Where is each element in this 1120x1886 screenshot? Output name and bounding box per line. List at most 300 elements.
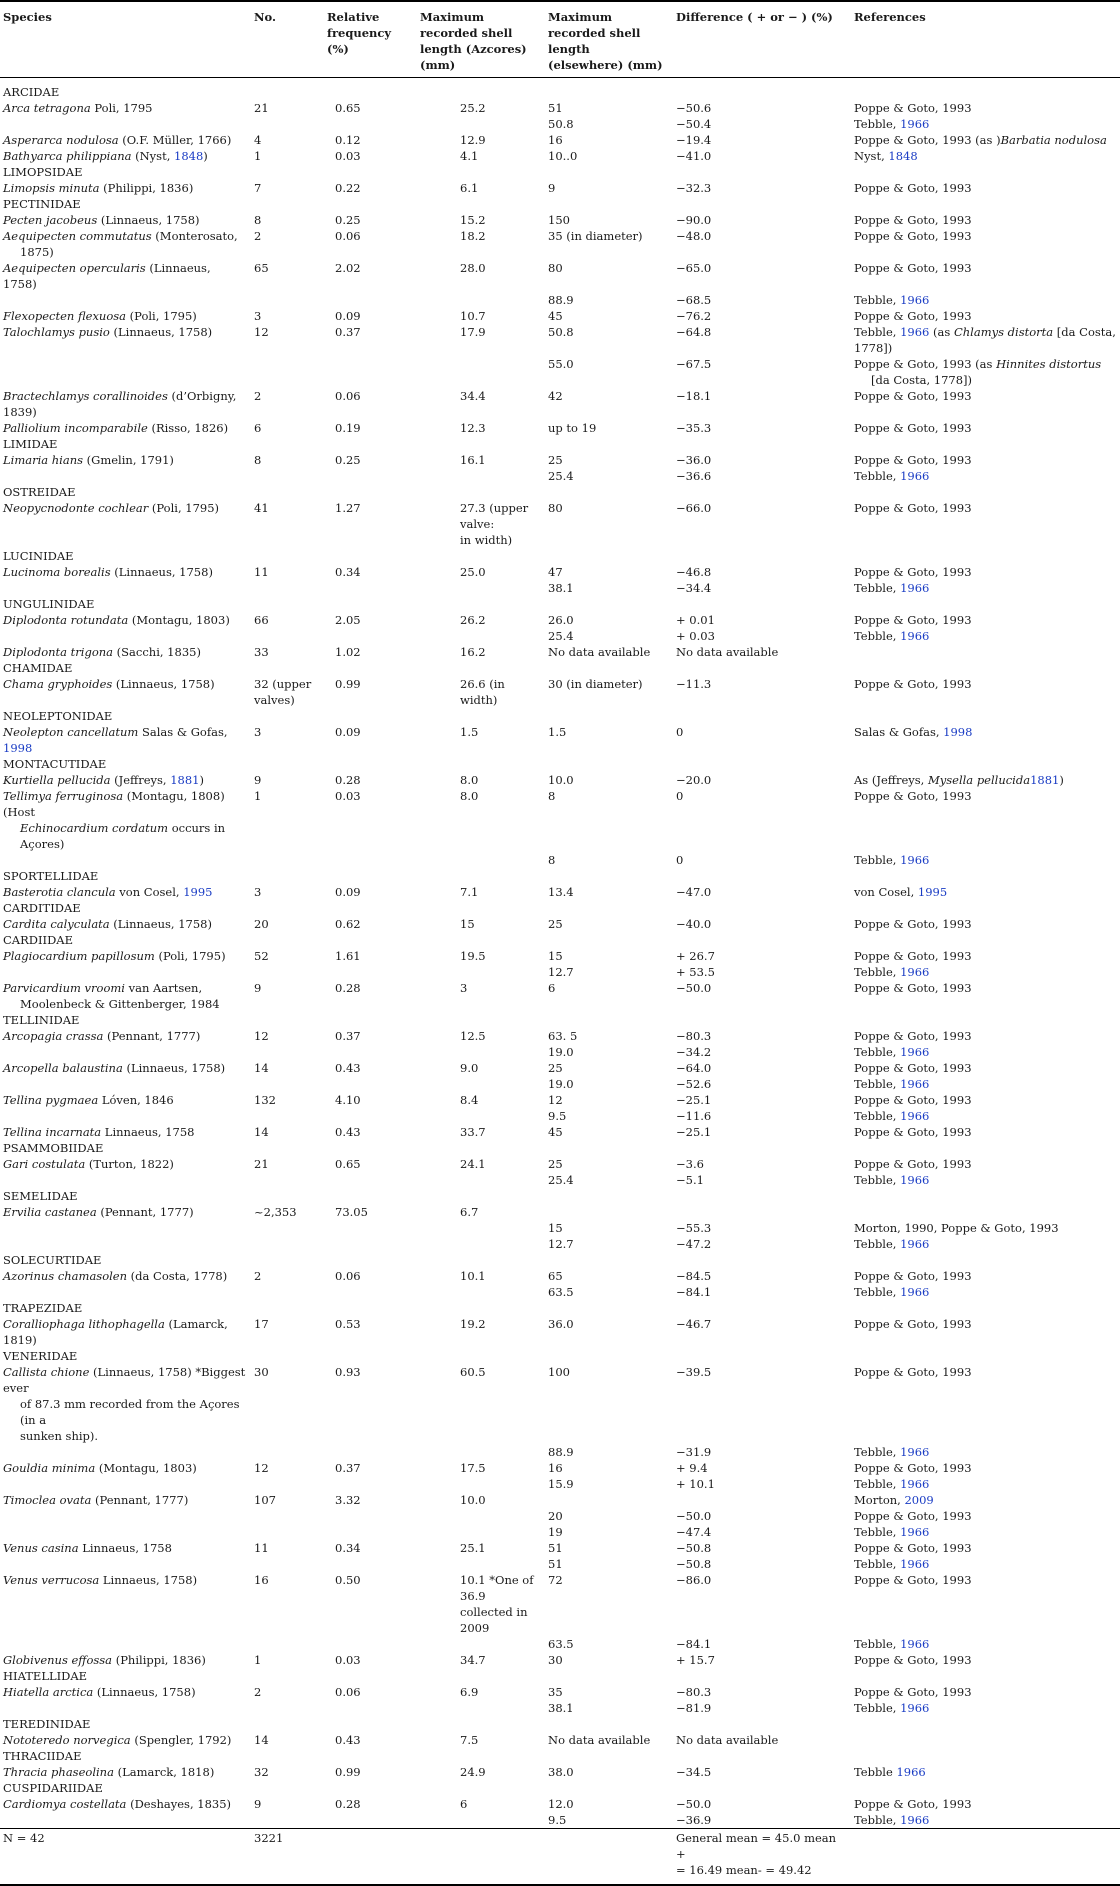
azores-length: 1.5 xyxy=(460,725,479,739)
species-cell xyxy=(0,308,250,324)
reference-text: Poppe & Goto, 1993 xyxy=(854,981,972,995)
species-cell xyxy=(0,324,250,356)
reference-cell xyxy=(850,1204,1120,1220)
reference-cell xyxy=(850,180,1120,196)
reference-text: Poppe & Goto, 1993 xyxy=(854,1157,972,1171)
family-row xyxy=(0,1012,1120,1028)
max-length-elsewhere-cell: 55.0 xyxy=(548,357,574,371)
species-name: Neopycnodonte cochlear xyxy=(3,501,149,515)
species-cell xyxy=(0,100,250,116)
relative-frequency-cell: 0.28 xyxy=(335,981,361,995)
max-length-elsewhere-cell: 63. 5 xyxy=(548,1029,578,1043)
species-authority: (Philippi, 1836) xyxy=(99,181,194,195)
count-cell xyxy=(250,324,323,356)
citation-link[interactable]: 1966 xyxy=(900,1637,930,1651)
difference-cell: + 10.1 xyxy=(676,1477,715,1491)
table-row xyxy=(0,852,1120,868)
count-value: 52 xyxy=(254,949,269,963)
relative-frequency-cell: 0.03 xyxy=(335,1653,361,1667)
count-value: 11 xyxy=(254,1541,269,1555)
species-name: Tellina pygmaea xyxy=(3,1093,99,1107)
max-length-azores-cell xyxy=(416,260,544,292)
species-name: Nototeredo norvegica xyxy=(3,1733,131,1747)
count-value: 107 xyxy=(254,1493,276,1507)
azores-length: 34.4 xyxy=(460,389,486,403)
species-cell xyxy=(0,116,250,132)
species-name: Cardiomya costellata xyxy=(3,1797,127,1811)
citation-link[interactable]: 1848 xyxy=(174,149,204,163)
relative-frequency-cell xyxy=(323,1636,416,1652)
species-authority: (Pennant, 1777) xyxy=(96,1205,194,1219)
family-row xyxy=(0,756,1120,772)
count-cell xyxy=(250,1700,323,1716)
citation-link[interactable]: 1966 xyxy=(900,1525,930,1539)
count-cell xyxy=(250,1220,323,1236)
table-row xyxy=(0,948,1120,964)
species-cell xyxy=(0,1108,250,1124)
relative-frequency-cell: 0.06 xyxy=(335,229,361,243)
difference-cell: −90.0 xyxy=(676,213,712,227)
count-value: 21 xyxy=(254,1157,269,1171)
table-row xyxy=(0,100,1120,116)
azores-length: 12.3 xyxy=(460,421,486,435)
max-length-azores-cell xyxy=(416,308,544,324)
species-authority: (Linnaeus, 1758) *Biggest ever xyxy=(3,1365,246,1395)
max-length-azores-cell xyxy=(416,1060,544,1076)
reference-cell xyxy=(850,1044,1120,1060)
citation-link[interactable]: 1848 xyxy=(888,149,918,163)
reference-cell xyxy=(850,884,1120,900)
species-cell xyxy=(0,1076,250,1092)
azores-length: 8.4 xyxy=(460,1093,479,1107)
max-length-elsewhere-cell: 25.4 xyxy=(548,469,574,483)
table-row xyxy=(0,964,1120,980)
reference-cell xyxy=(850,420,1120,436)
species-name: Venus verrucosa xyxy=(3,1573,100,1587)
difference-cell: −67.5 xyxy=(676,357,712,371)
count-cell xyxy=(250,1236,323,1252)
table-row xyxy=(0,1444,1120,1460)
azores-length: 19.2 xyxy=(460,1317,486,1331)
count-cell xyxy=(250,1732,323,1748)
max-length-azores-cell xyxy=(416,116,544,132)
family-name: LIMIDAE xyxy=(3,437,58,451)
citation-link[interactable]: 1966 xyxy=(900,1813,930,1827)
reference-cell xyxy=(850,1268,1120,1284)
table-row xyxy=(0,1796,1120,1812)
citation-link[interactable]: 1966 xyxy=(900,1109,930,1123)
reference-text: Tebble, xyxy=(854,581,901,595)
family-row xyxy=(0,1668,1120,1684)
species-cell xyxy=(0,644,250,660)
table-row xyxy=(0,1764,1120,1780)
count-value: 2 xyxy=(254,229,262,243)
table-row xyxy=(0,452,1120,468)
max-length-azores-cell xyxy=(416,1492,544,1508)
relative-frequency-cell: 0.25 xyxy=(335,453,361,467)
max-length-elsewhere-cell: 88.9 xyxy=(548,1445,574,1459)
citation-link[interactable]: 1998 xyxy=(943,725,973,739)
family-name: MONTACUTIDAE xyxy=(3,757,107,771)
max-length-elsewhere-cell: 15 xyxy=(548,1221,563,1235)
species-authority: (Montagu, 1803) xyxy=(128,613,230,627)
species-authority: (Pennant, 1777) xyxy=(103,1029,201,1043)
citation-link[interactable]: 1966 xyxy=(900,629,930,643)
citation-link[interactable]: 1966 xyxy=(900,1173,930,1187)
max-length-azores-cell xyxy=(416,1812,544,1829)
species-name: Aequipecten commutatus xyxy=(3,229,152,243)
species-cell xyxy=(0,452,250,468)
relative-frequency-cell xyxy=(323,468,416,484)
species-authority: (Linnaeus, 1758) xyxy=(122,1061,226,1075)
citation-link[interactable]: 1966 xyxy=(900,469,930,483)
citation-link[interactable]: 1998 xyxy=(3,741,33,755)
table-row xyxy=(0,564,1120,580)
citation-link[interactable]: 1966 xyxy=(900,1445,930,1459)
relative-frequency-cell: 0.12 xyxy=(335,133,361,147)
species-cell xyxy=(0,1156,250,1172)
citation-link[interactable]: 1966 xyxy=(900,293,930,307)
azores-length: 8.0 xyxy=(460,789,479,803)
azores-length: 17.9 xyxy=(460,325,486,339)
citation-link[interactable]: 1966 xyxy=(900,1285,930,1299)
reference-text: Tebble, xyxy=(854,1445,901,1459)
table-row xyxy=(0,1092,1120,1108)
citation-link[interactable]: 1966 xyxy=(900,117,930,131)
reference-cell xyxy=(850,1028,1120,1044)
max-length-elsewhere-cell: 25 xyxy=(548,453,563,467)
species-cell xyxy=(0,884,250,900)
species-cell xyxy=(0,1556,250,1572)
relative-frequency-cell: 0.99 xyxy=(335,677,361,691)
max-length-elsewhere-cell: 51 xyxy=(548,1541,563,1555)
max-length-elsewhere-cell: 26.0 xyxy=(548,613,574,627)
citation-link[interactable]: 2009 xyxy=(904,1493,934,1507)
citation-link[interactable]: 1881 xyxy=(170,773,200,787)
relative-frequency-cell xyxy=(323,1044,416,1060)
relative-frequency-cell: 0.37 xyxy=(335,325,361,339)
max-length-azores-cell xyxy=(416,292,544,308)
relative-frequency-cell xyxy=(323,1524,416,1540)
count-cell xyxy=(250,1508,323,1524)
species-cell xyxy=(0,852,250,868)
difference-cell: −11.3 xyxy=(676,677,712,691)
table-row xyxy=(0,132,1120,148)
max-length-elsewhere-cell: 10.0 xyxy=(548,773,574,787)
count-cell xyxy=(250,1444,323,1460)
count-cell xyxy=(250,1044,323,1060)
max-length-elsewhere-cell: 35 xyxy=(548,1685,563,1699)
max-length-elsewhere-cell: 45 xyxy=(548,1125,563,1139)
max-length-azores-cell xyxy=(416,1684,544,1700)
citation-link[interactable]: 1966 xyxy=(900,853,930,867)
difference-cell: −47.0 xyxy=(676,885,712,899)
citation-link[interactable]: 1966 xyxy=(900,325,930,339)
reference-text: Poppe & Goto, 1993 (as xyxy=(854,357,997,371)
max-length-azores-cell xyxy=(416,180,544,196)
reference-cell xyxy=(850,1508,1120,1524)
max-length-azores-cell xyxy=(416,1124,544,1140)
max-length-azores-cell xyxy=(416,564,544,580)
max-length-elsewhere-cell: 72 xyxy=(548,1573,563,1587)
family-name: CARDITIDAE xyxy=(3,901,81,915)
citation-link[interactable]: 1995 xyxy=(183,885,213,899)
azores-length: 12.5 xyxy=(460,1029,486,1043)
species-authority: (Nyst, xyxy=(131,149,175,163)
table-row xyxy=(0,468,1120,484)
species-authority-cont xyxy=(3,244,246,260)
count-value: 21 xyxy=(254,101,269,115)
count-value: 3 xyxy=(254,725,262,739)
table-row xyxy=(0,1524,1120,1540)
count-value: valves) xyxy=(254,693,295,707)
count-cell xyxy=(250,356,323,388)
azores-length: 16.1 xyxy=(460,453,486,467)
relative-frequency-cell: 0.62 xyxy=(335,917,361,931)
relative-frequency-cell xyxy=(323,964,416,980)
species-name: Palliolium incomparabile xyxy=(3,421,148,435)
max-length-azores-cell xyxy=(416,580,544,596)
difference-cell: −34.4 xyxy=(676,581,712,595)
azores-length: 18.2 xyxy=(460,229,486,243)
reference-text: Poppe & Goto, 1993 xyxy=(854,949,972,963)
count-cell xyxy=(250,1268,323,1284)
reference-cell xyxy=(850,260,1120,292)
reference-text: ) xyxy=(996,133,1001,147)
species-name: Hiatella arctica xyxy=(3,1685,94,1699)
reference-cell xyxy=(850,724,1120,756)
reference-text: Poppe & Goto, 1993 xyxy=(854,1317,972,1331)
difference-cell: + 9.4 xyxy=(676,1461,708,1475)
citation-link[interactable]: 1966 xyxy=(900,1701,930,1715)
count-value: 1 xyxy=(254,789,262,803)
max-length-elsewhere-cell: 12.0 xyxy=(548,1797,574,1811)
reference-text-cont: [da Costa, 1778]) xyxy=(871,373,973,387)
reference-text: Tebble, xyxy=(854,1637,901,1651)
max-length-azores-cell xyxy=(416,1476,544,1492)
difference-cell: −25.1 xyxy=(676,1125,712,1139)
reference-text: Poppe & Goto, 1993 (as xyxy=(854,133,997,147)
count-cell xyxy=(250,212,323,228)
family-row xyxy=(0,196,1120,212)
reference-text: Tebble, xyxy=(854,1477,901,1491)
species-authority: (Linnaeus, 1758) xyxy=(93,1685,196,1699)
max-length-elsewhere-cell: 19 xyxy=(548,1525,563,1539)
count-value: 32 (upper xyxy=(254,677,312,691)
difference-cell: −39.5 xyxy=(676,1365,712,1379)
max-length-azores-cell xyxy=(416,212,544,228)
table-row xyxy=(0,1364,1120,1444)
reference-text: Poppe & Goto, 1993 xyxy=(854,181,972,195)
reference-cell xyxy=(850,1732,1120,1748)
reference-cell xyxy=(850,1444,1120,1460)
count-cell xyxy=(250,468,323,484)
count-cell xyxy=(250,980,323,1012)
species-cell xyxy=(0,1684,250,1700)
reference-text: Poppe & Goto, 1993 xyxy=(854,1653,972,1667)
species-name: Parvicardium vroomi xyxy=(3,981,125,995)
max-length-azores-cell xyxy=(416,1268,544,1284)
azores-length: in width) xyxy=(460,533,513,547)
citation-link[interactable]: 1966 xyxy=(896,1765,926,1779)
count-cell xyxy=(250,116,323,132)
citation-link[interactable]: 1881 xyxy=(1030,773,1060,787)
count-value: 65 xyxy=(254,261,269,275)
max-length-azores-cell xyxy=(416,964,544,980)
count-cell xyxy=(250,1684,323,1700)
species-name: Talochlamys pusio xyxy=(3,325,110,339)
citation-link[interactable]: 1966 xyxy=(900,1557,930,1571)
table-row xyxy=(0,1236,1120,1252)
max-length-azores-cell xyxy=(416,1236,544,1252)
reference-text: von Cosel, xyxy=(854,885,918,899)
species-cell xyxy=(0,1124,250,1140)
max-length-azores-cell xyxy=(416,388,544,420)
species-authority: 1875) xyxy=(20,245,54,259)
table-row xyxy=(0,356,1120,388)
species-name: Gari costulata xyxy=(3,1157,86,1171)
citation-link[interactable]: 1966 xyxy=(900,1477,930,1491)
max-length-elsewhere-cell: 50.8 xyxy=(548,325,574,339)
species-name: Coralliophaga lithophagella xyxy=(3,1317,165,1331)
reference-cell xyxy=(850,1684,1120,1700)
difference-cell: −50.0 xyxy=(676,1797,712,1811)
count-cell xyxy=(250,1108,323,1124)
count-value: 2 xyxy=(254,1269,262,1283)
citation-link[interactable]: 1966 xyxy=(900,581,930,595)
relative-frequency-cell: 0.37 xyxy=(335,1029,361,1043)
max-length-elsewhere-cell: 42 xyxy=(548,389,563,403)
table-row xyxy=(0,1220,1120,1236)
citation-link[interactable]: 1995 xyxy=(917,885,948,899)
reference-cell xyxy=(850,1460,1120,1476)
reference-cell xyxy=(850,148,1120,164)
difference-cell: 0 xyxy=(676,853,684,867)
count-value: ~2,353 xyxy=(254,1205,297,1219)
reference-cell xyxy=(850,100,1120,116)
max-length-azores-cell xyxy=(416,1572,544,1636)
reference-cell xyxy=(850,228,1120,260)
reference-cell xyxy=(850,116,1120,132)
count-cell xyxy=(250,676,323,708)
family-row xyxy=(0,932,1120,948)
table-row xyxy=(0,1636,1120,1652)
reference-text: Salas & Gofas, xyxy=(854,725,944,739)
header-difference: Difference ( + or − ) (%) xyxy=(672,1,850,78)
relative-frequency-cell xyxy=(323,1444,416,1460)
count-cell xyxy=(250,292,323,308)
reference-text: Poppe & Goto, 1993 xyxy=(854,1685,972,1699)
max-length-elsewhere-cell: No data available xyxy=(548,645,651,659)
species-name: Limaria hians xyxy=(3,453,84,467)
max-length-azores-cell xyxy=(416,980,544,1012)
difference-cell: No data available xyxy=(676,1733,779,1747)
count-cell xyxy=(250,772,323,788)
table-row xyxy=(0,580,1120,596)
relative-frequency-cell: 0.09 xyxy=(335,885,361,899)
max-length-azores-cell xyxy=(416,420,544,436)
reference-cell xyxy=(850,1636,1120,1652)
max-length-elsewhere-cell: 47 xyxy=(548,565,563,579)
count-cell xyxy=(250,180,323,196)
citation-link[interactable]: 1966 xyxy=(900,1045,930,1059)
difference-cell: −50.0 xyxy=(676,981,712,995)
relative-frequency-cell xyxy=(323,1812,416,1829)
reference-text: Tebble, xyxy=(854,965,901,979)
table-row xyxy=(0,1044,1120,1060)
species-authority: (Spengler, 1792) xyxy=(130,1733,232,1747)
reference-cell xyxy=(850,212,1120,228)
family-row xyxy=(0,84,1120,100)
max-length-elsewhere-cell xyxy=(544,1492,672,1508)
max-length-elsewhere-cell: 13.4 xyxy=(548,885,574,899)
general-mean xyxy=(672,1829,850,1886)
count-value: 3 xyxy=(254,309,262,323)
reference-cell xyxy=(850,948,1120,964)
count-value: 8 xyxy=(254,453,262,467)
family-name: PECTINIDAE xyxy=(3,197,81,211)
difference-cell: −46.8 xyxy=(676,565,712,579)
count-cell xyxy=(250,1636,323,1652)
max-length-elsewhere-cell: 38.1 xyxy=(548,1701,574,1715)
citation-link[interactable]: 1966 xyxy=(900,1077,930,1091)
difference-cell: −11.6 xyxy=(676,1109,712,1123)
table-row xyxy=(0,1540,1120,1556)
azores-length: 25.1 xyxy=(460,1541,486,1555)
difference-cell: −50.8 xyxy=(676,1557,712,1571)
species-authority-cont xyxy=(3,1396,246,1428)
reference-text: Tebble, xyxy=(854,293,901,307)
species-authority: Linnaeus, 1758 xyxy=(78,1541,172,1555)
reference-cell xyxy=(850,1476,1120,1492)
relative-frequency-cell xyxy=(323,292,416,308)
reference-cell xyxy=(850,452,1120,468)
max-length-azores-cell xyxy=(416,1764,544,1780)
difference-cell: −65.0 xyxy=(676,261,712,275)
citation-link[interactable]: 1966 xyxy=(900,1237,930,1251)
difference-cell: −36.9 xyxy=(676,1813,712,1827)
species-name: Plagiocardium papillosum xyxy=(3,949,155,963)
max-length-azores-cell xyxy=(416,852,544,868)
total-label: N = 42 xyxy=(0,1829,250,1886)
relative-frequency-cell xyxy=(323,1108,416,1124)
species-cell xyxy=(0,564,250,580)
max-length-azores-cell xyxy=(416,1508,544,1524)
relative-frequency-cell: 1.27 xyxy=(335,501,361,515)
reference-text: Poppe & Goto, 1993 xyxy=(854,1269,972,1283)
max-length-azores-cell xyxy=(416,1524,544,1540)
count-cell xyxy=(250,1124,323,1140)
count-cell xyxy=(250,1364,323,1444)
citation-link[interactable]: 1966 xyxy=(900,965,930,979)
header-relative-frequency: Relative frequency (%) xyxy=(323,1,416,78)
reference-cell xyxy=(850,1540,1120,1556)
family-name: LUCINIDAE xyxy=(3,549,74,563)
count-cell xyxy=(250,1204,323,1220)
species-cell xyxy=(0,1508,250,1524)
species-cell xyxy=(0,1220,250,1236)
difference-cell: −84.5 xyxy=(676,1269,712,1283)
species-authority: (Poli, 1795) xyxy=(148,501,220,515)
species-authority: (Jeffreys, xyxy=(110,773,171,787)
count-cell xyxy=(250,884,323,900)
species-cell xyxy=(0,788,250,852)
max-length-azores-cell xyxy=(416,1636,544,1652)
family-row xyxy=(0,1300,1120,1316)
species-name: Aequipecten opercularis xyxy=(3,261,146,275)
species-name: Diplodonta rotundata xyxy=(3,613,129,627)
reference-cell xyxy=(850,1572,1120,1636)
